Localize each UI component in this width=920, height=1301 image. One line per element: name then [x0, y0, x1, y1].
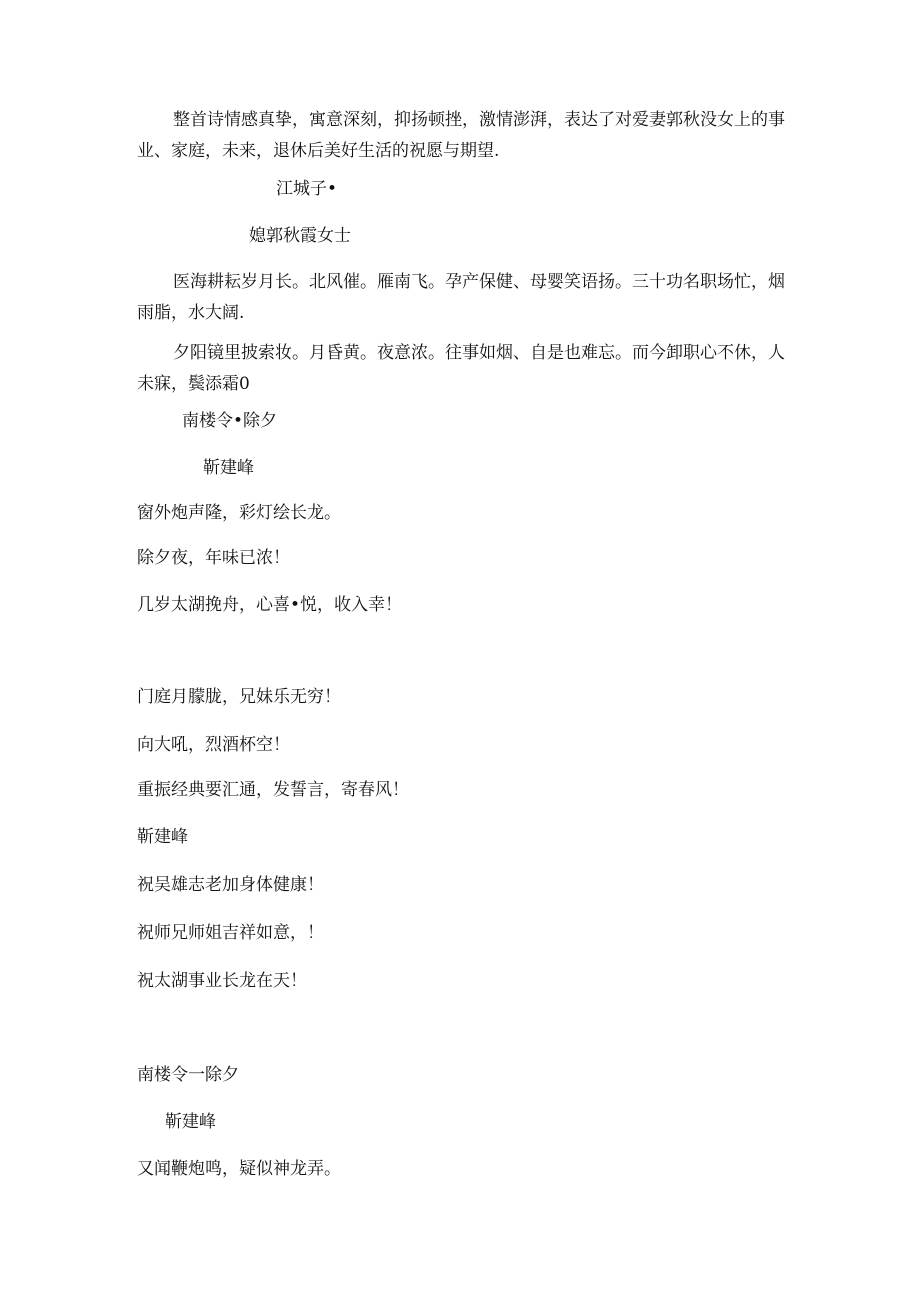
poem2-line: 除夕夜，年味已浓！	[137, 548, 290, 568]
poem2-line: 祝太湖事业长龙在天！	[137, 971, 307, 991]
poem2-line: 向大吼，烈酒杯空！	[137, 735, 290, 755]
poem2-line: 门庭月朦胧，兄妹乐无穷！	[137, 687, 341, 707]
poem2-title: 南楼令•除夕	[182, 411, 278, 431]
poem1-subtitle: 媳郭秋霞女士	[249, 226, 351, 246]
poem2-line: 重振经典要汇通，发誓言，寄春风！	[137, 780, 409, 800]
poem2-signature: 靳建峰	[137, 827, 188, 847]
poem2-author: 靳建峰	[203, 458, 254, 478]
poem2-line: 几岁太湖挽舟，心喜•悦，收入幸！	[137, 595, 403, 615]
intro-paragraph: 整首诗情感真挚，寓意深刻，抑扬顿挫，激情澎湃，表达了对爱妻郭秋没女上的事业、家庭，未来，退休后美好生活的祝愿与期望.	[137, 110, 785, 161]
poem1-stanza2: 夕阳镜里披索妆。月昏黄。夜意浓。往事如烟、自是也难忘。而今卸职心不休，人未寐，鬓添霜0	[137, 343, 785, 394]
poem2-line: 窗外炮声隆，彩灯绘长龙。	[137, 503, 341, 523]
poem1-title: 江城子•	[276, 179, 338, 199]
poem1-stanza1: 医海耕耘岁月长。北风催。雁南飞。孕产保健、母婴笑语扬。三十功名职场忙，烟雨脂，水大阔.	[137, 272, 785, 323]
poem2-line: 祝吴雄志老加身体健康！	[137, 875, 324, 895]
poem2-line: 祝师兄师姐吉祥如意，！	[137, 923, 324, 943]
poem3-author: 靳建峰	[165, 1112, 216, 1132]
poem3-line: 又闻鞭炮鸣，疑似神龙弄。	[137, 1159, 341, 1179]
poem3-title: 南楼令一除夕	[137, 1065, 239, 1085]
